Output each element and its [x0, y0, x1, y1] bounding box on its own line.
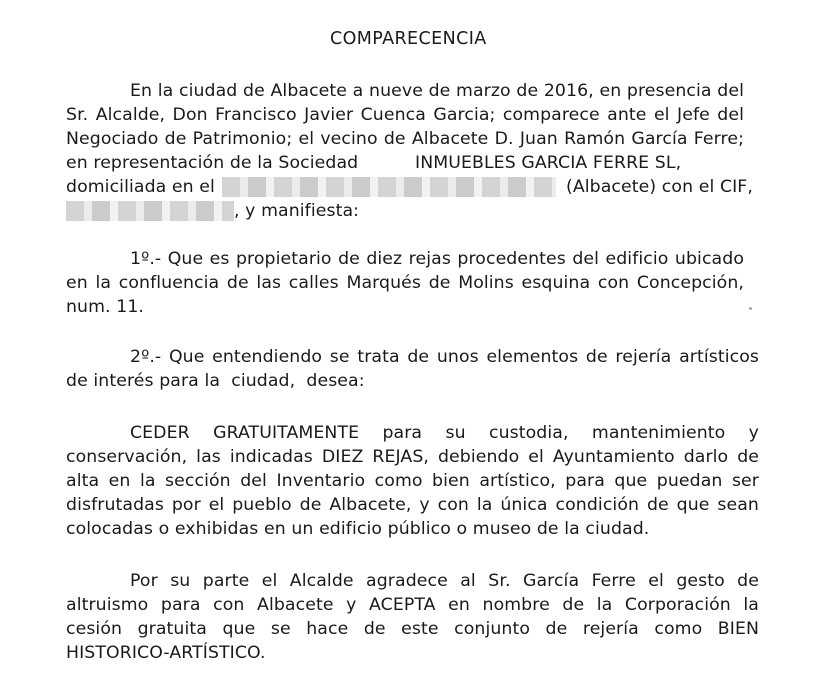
paragraph-1-line-5a: domiciliada en el: [66, 177, 215, 197]
paragraph-5-line-1: Por su parte el Alcalde agradece al Sr. García Ferre el gesto de: [130, 571, 759, 591]
redacted-address: [222, 177, 556, 197]
paragraph-3-line-1: 2º.- Que entendiendo se trata de unos elementos de rejería artísticos: [130, 347, 759, 367]
document-title: COMPARECENCIA: [330, 29, 487, 49]
company-name: INMUEBLES GARCIA FERRE SL,: [415, 153, 682, 173]
paragraph-5-line-4: HISTORICO-ARTÍSTICO.: [66, 643, 266, 663]
paragraph-1-line-3: Negociado de Patrimonio; el vecino de Albacete D. Juan Ramón García Ferre;: [66, 129, 744, 149]
paragraph-1-line-1: En la ciudad de Albacete a nueve de marzo de 2016, en presencia del: [130, 81, 744, 101]
paragraph-4-line-1: CEDER GRATUITAMENTE para su custodia, mantenimiento y: [130, 423, 759, 443]
paragraph-1-line-4a: en representación de la Sociedad: [66, 153, 359, 173]
paragraph-1-line-5b: (Albacete) con el CIF,: [566, 177, 753, 197]
paragraph-4-line-3: alta en la sección del Inventario como bien artístico, para que puedan ser: [66, 471, 759, 491]
paragraph-2-line-2: en la confluencia de las calles Marqués de Molins esquina con Concepción,: [66, 273, 744, 293]
paragraph-2-line-3: num. 11.: [66, 297, 145, 317]
ink-dot: [749, 307, 752, 310]
paragraph-5-line-2: altruismo para con Albacete y ACEPTA en nombre de la Corporación la: [66, 595, 759, 615]
paragraph-3-line-2: de interés para la ciudad, desea:: [66, 371, 365, 391]
paragraph-4-line-2: conservación, las indicadas DIEZ REJAS, debiendo el Ayuntamiento darlo de: [66, 447, 759, 467]
paragraph-1-line-6: , y manifiesta:: [234, 201, 360, 221]
paragraph-4-line-4: disfrutadas por el pueblo de Albacete, y con la única condición de que sean: [66, 495, 759, 515]
paragraph-5-line-3: cesión gratuita que se hace de este conjunto de rejería como BIEN: [66, 619, 759, 639]
paragraph-4-line-5: colocadas o exhibidas en un edificio público o museo de la ciudad.: [66, 519, 650, 539]
paragraph-1-line-2: Sr. Alcalde, Don Francisco Javier Cuenca Garcia; comparece ante el Jefe del: [66, 105, 744, 125]
paragraph-2-line-1: 1º.- Que es propietario de diez rejas procedentes del edificio ubicado: [130, 249, 744, 269]
redacted-cif: [66, 201, 234, 221]
